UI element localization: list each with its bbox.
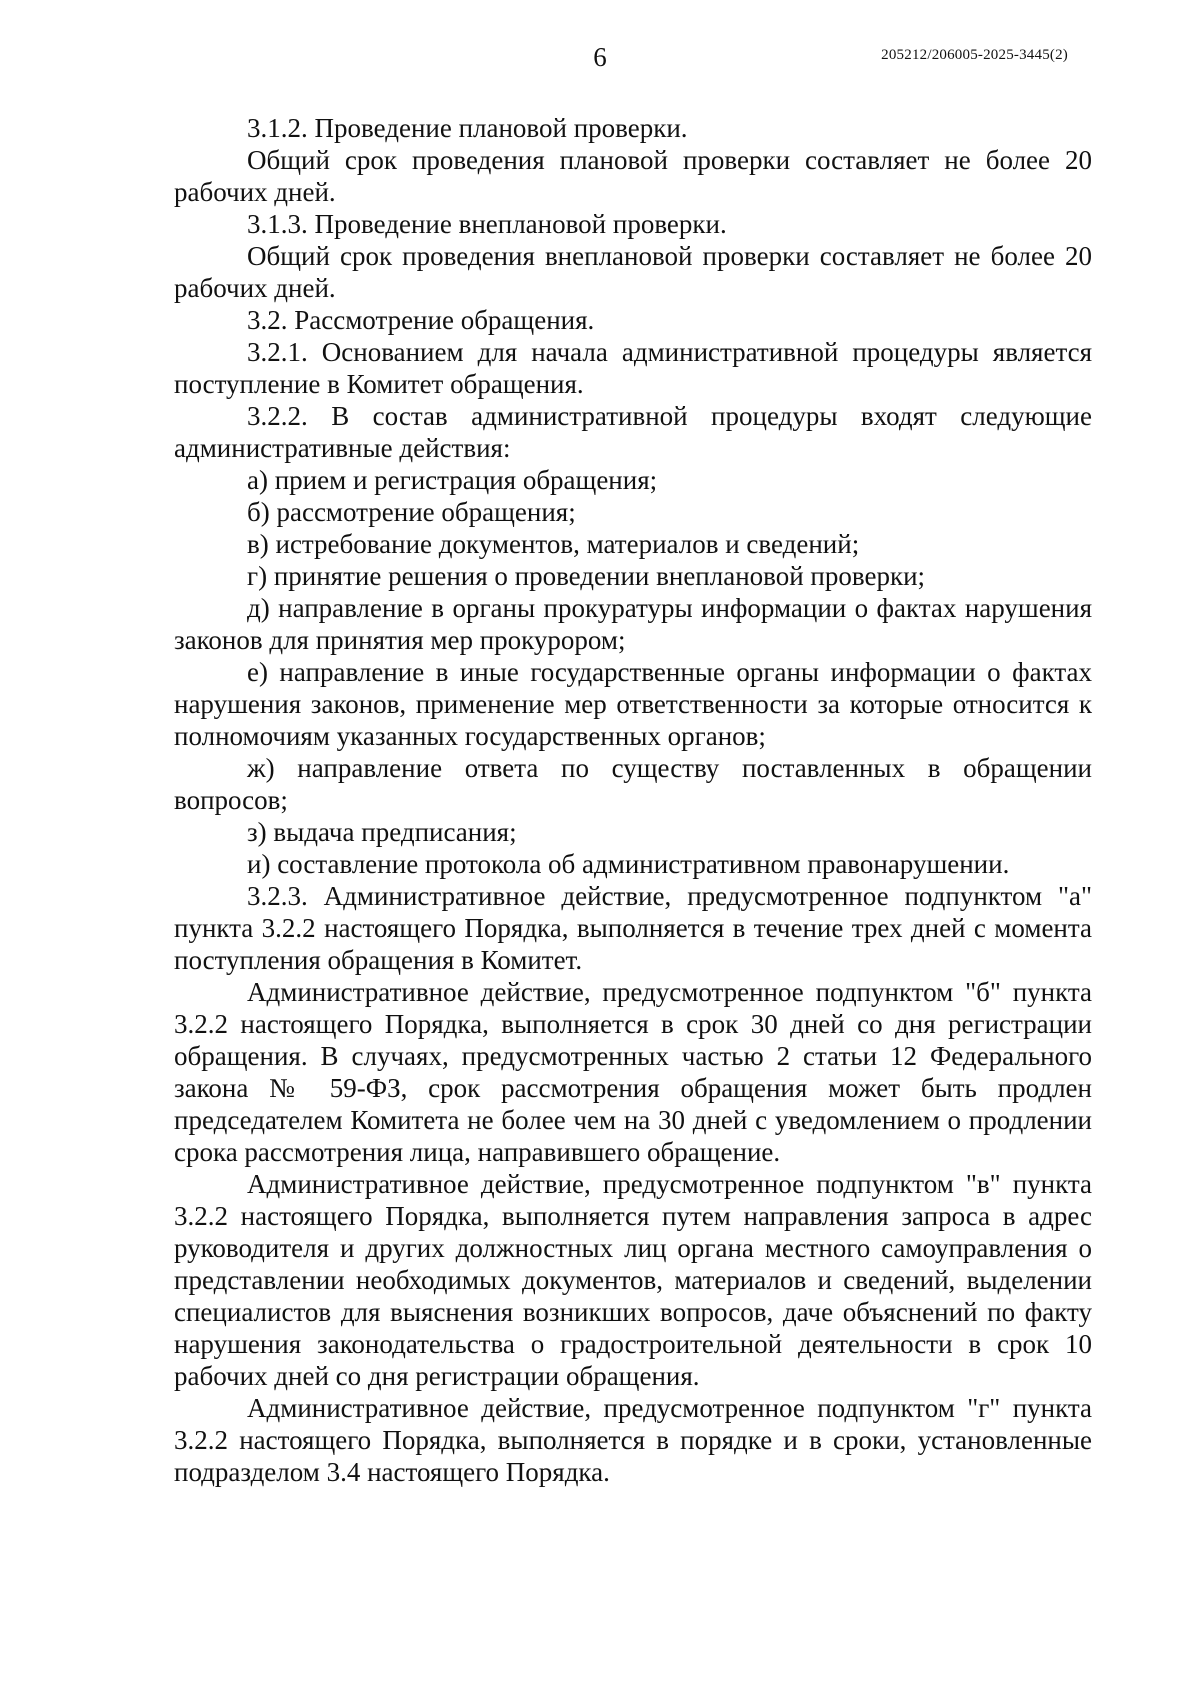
list-item-zh: ж) направление ответа по существу поставленных в обращении вопросов; bbox=[174, 753, 1092, 815]
list-item-a: а) прием и регистрация обращения; bbox=[247, 465, 658, 495]
document-body bbox=[174, 112, 1092, 1488]
paragraph-3-1-2: 3.1.2. Проведение плановой проверки. bbox=[247, 113, 688, 143]
document-id: 205212/206005-2025-3445(2) bbox=[881, 47, 1068, 63]
list-item-v: в) истребование документов, материалов и сведений; bbox=[247, 529, 860, 559]
paragraph-planned-inspection-term: Общий срок проведения плановой проверки составляет не более 20 рабочих дней. bbox=[174, 145, 1092, 207]
paragraph-action-g: Административное действие, предусмотренное подпунктом "г" пункта 3.2.2 настоящего Порядка, выполняется в порядке и в сроки, установленные подразделом 3.4 настоящего Порядка. bbox=[174, 1393, 1092, 1487]
paragraph-action-b: Административное действие, предусмотренное подпунктом "б" пункта 3.2.2 настоящего Порядка, выполняется в срок 30 дней со дня регистрации обращения. В случаях, предусмотренных частью 2 статьи 12 Федерального закона № 59-ФЗ, срок рассмотрения обращения может быть продлен председателем Комитета не более чем на 30 дней с уведомлением о продлении срока рассмотрения лица, направившего обращение. bbox=[174, 977, 1092, 1167]
page-number: 6 bbox=[593, 42, 607, 72]
paragraph-3-2-2: 3.2.2. В состав административной процедуры входят следующие административные действия: bbox=[174, 401, 1092, 463]
paragraph-3-2-3: 3.2.3. Административное действие, предусмотренное подпунктом "а" пункта 3.2.2 настоящего Порядка, выполняется в течение трех дней с момента поступления обращения в Комитет. bbox=[174, 881, 1092, 975]
paragraph-action-v: Административное действие, предусмотренное подпунктом "в" пункта 3.2.2 настоящего Порядка, выполняется путем направления запроса в адрес руководителя и других должностных лиц органа местного самоуправления о представлении необходимых документов, материалов и сведений, выделении специалистов для выяснения возникших вопросов, даче объяснений по факту нарушения законодательства о градостроительной деятельности в срок 10 рабочих дней со дня регистрации обращения. bbox=[174, 1169, 1092, 1391]
paragraph-3-1-3: 3.1.3. Проведение внеплановой проверки. bbox=[247, 209, 727, 239]
list-item-z: з) выдача предписания; bbox=[247, 817, 517, 847]
paragraph-unplanned-inspection-term: Общий срок проведения внеплановой проверки составляет не более 20 рабочих дней. bbox=[174, 241, 1092, 303]
list-item-e: е) направление в иные государственные органы информации о фактах нарушения законов, применение мер ответственности за которые относится к полномочиям указанных государственных органов; bbox=[174, 657, 1092, 751]
list-item-i: и) составление протокола об административном правонарушении. bbox=[247, 849, 1010, 879]
paragraph-3-2: 3.2. Рассмотрение обращения. bbox=[247, 305, 595, 335]
paragraph-3-2-1: 3.2.1. Основанием для начала административной процедуры является поступление в Комитет обращения. bbox=[174, 337, 1092, 399]
list-item-d: д) направление в органы прокуратуры информации о фактах нарушения законов для принятия мер прокурором; bbox=[174, 593, 1092, 655]
list-item-g: г) принятие решения о проведении внеплановой проверки; bbox=[247, 561, 926, 591]
list-item-b: б) рассмотрение обращения; bbox=[247, 497, 576, 527]
